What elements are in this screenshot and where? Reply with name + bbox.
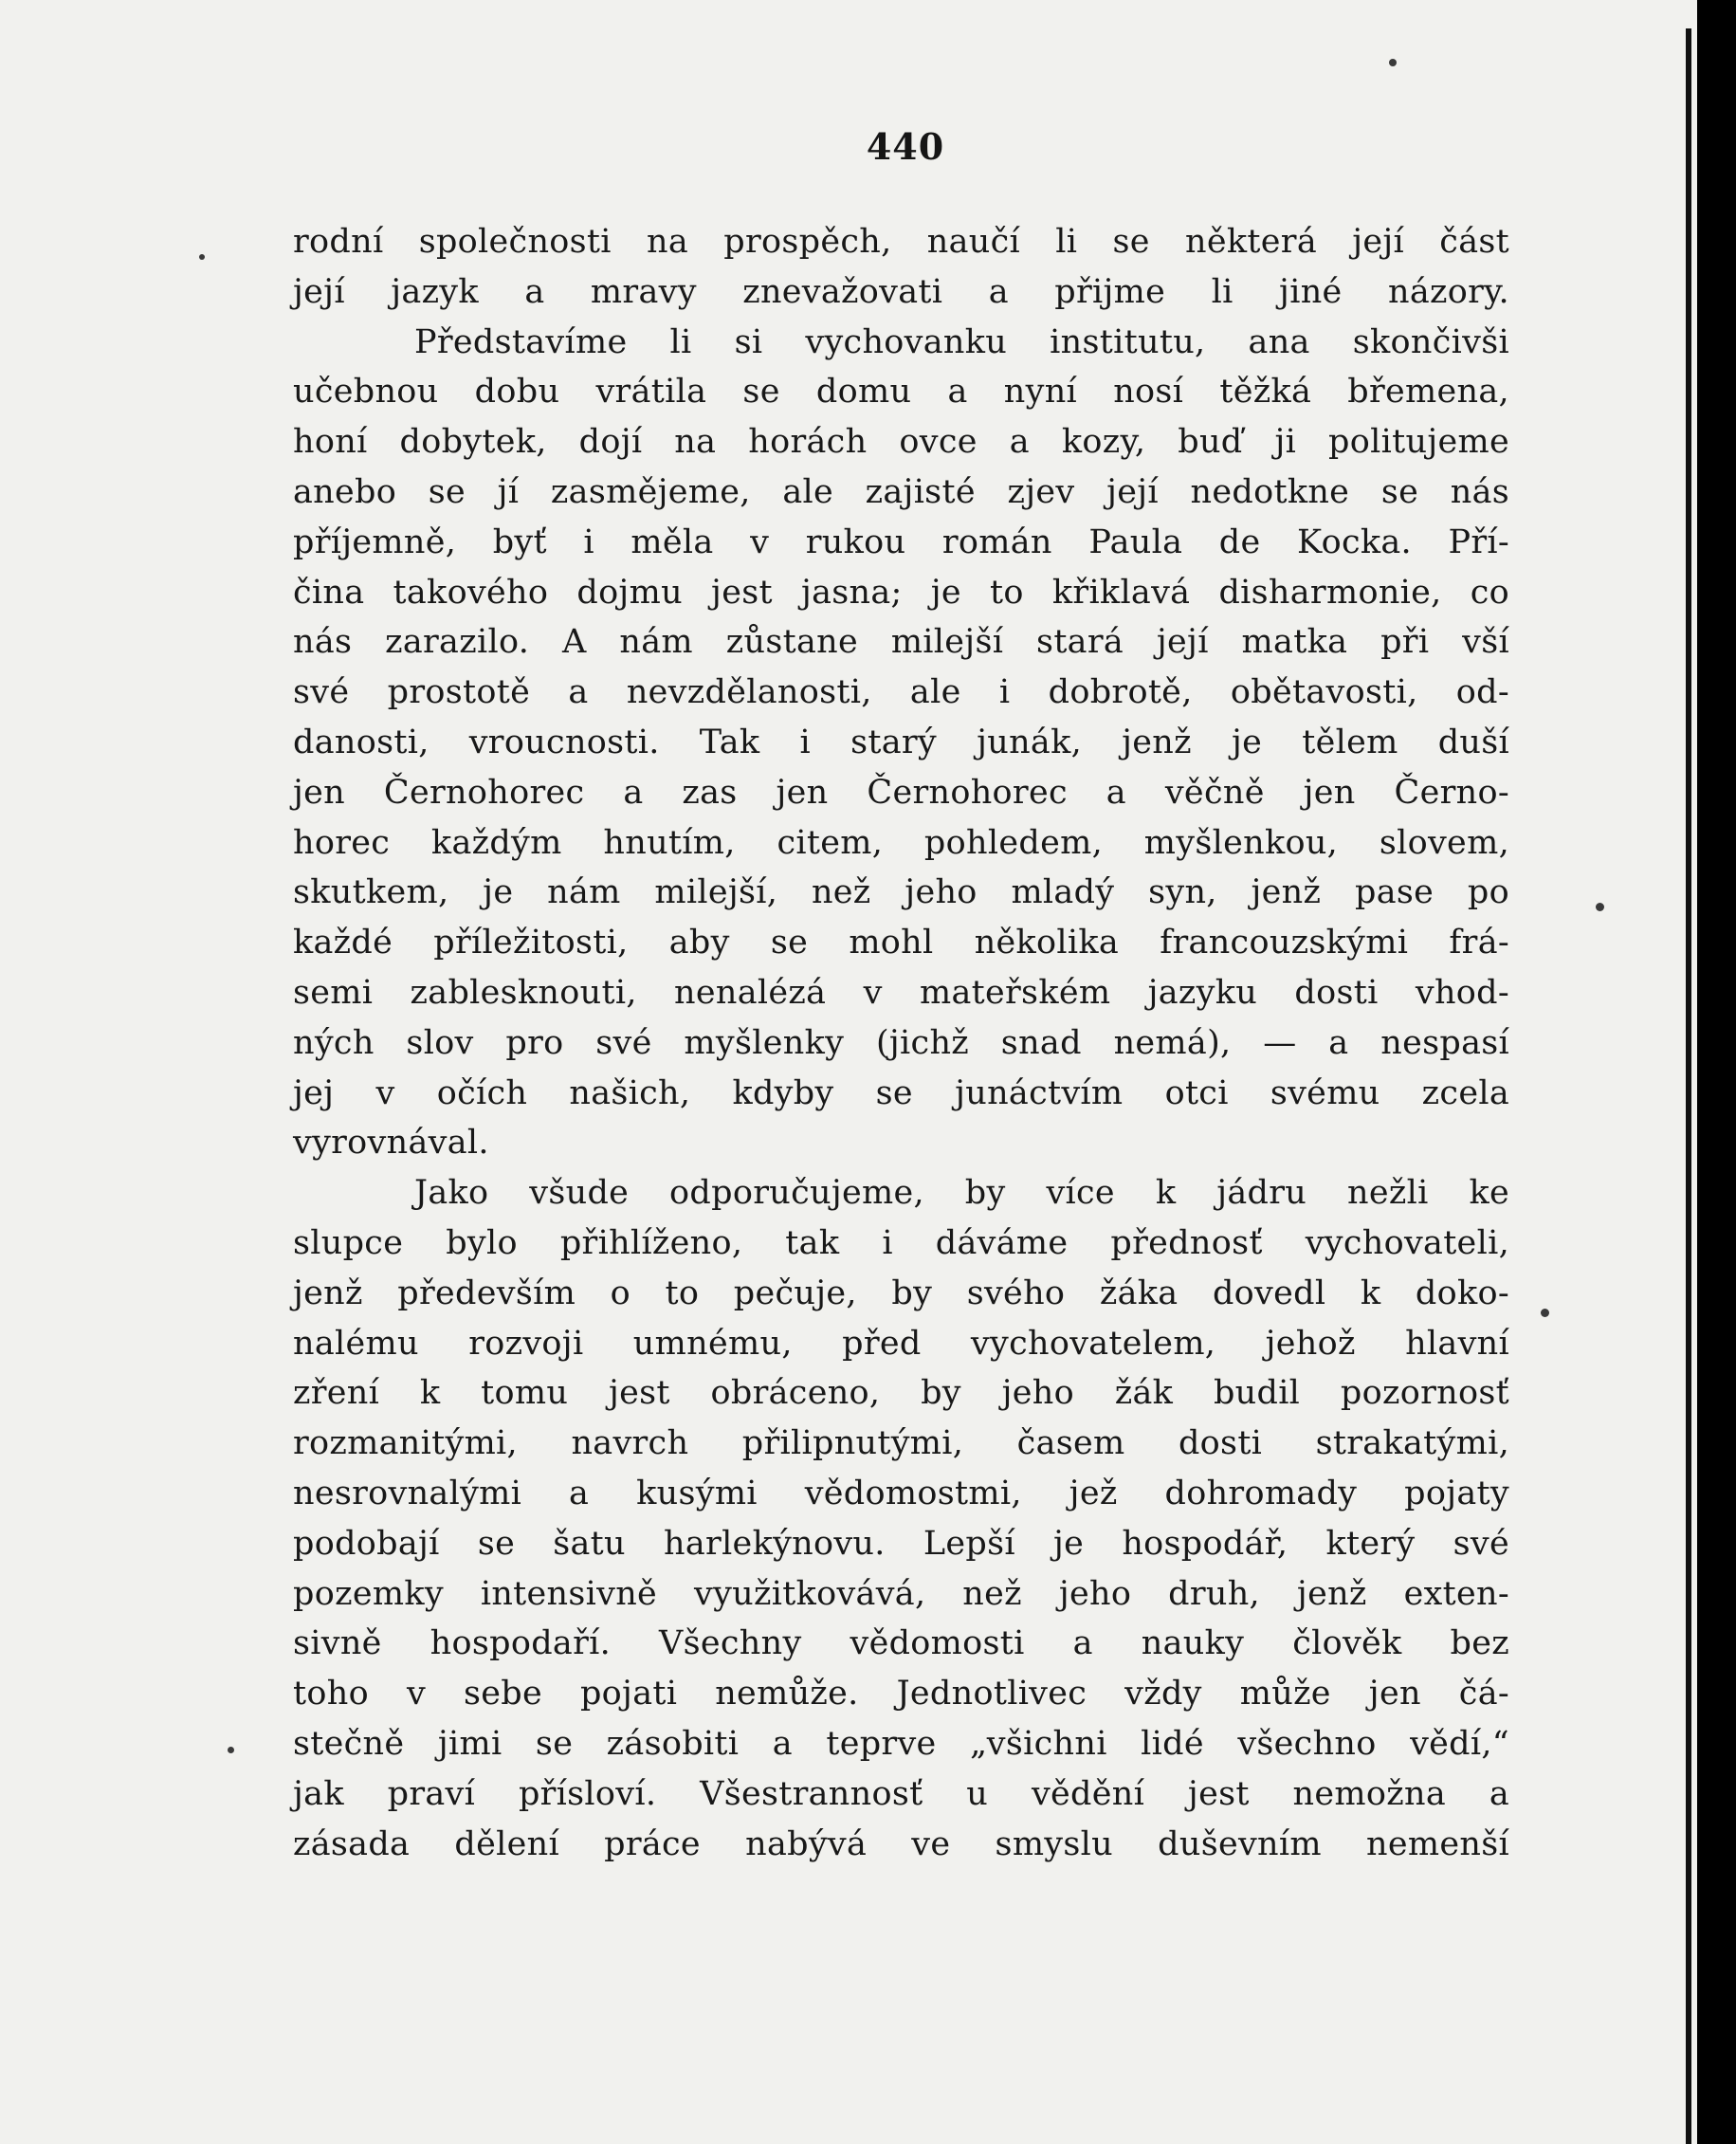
text-line: honí dobytek, dojí na horách ovce a kozy, buď ji politujeme (293, 423, 1509, 462)
paragraph-first-line: Představíme li si vychovanku institutu, ana skončivši (414, 322, 1509, 361)
scan-speck (1596, 903, 1604, 911)
page-binding-edge (1686, 28, 1691, 2144)
text-line: učebnou dobu vrátila se domu a nyní nosí těžká břemena, (293, 373, 1509, 412)
text-line: zásada dělení práce nabývá ve smyslu duševním nemenší (293, 1824, 1509, 1863)
scan-speck (1541, 1309, 1549, 1317)
body-text (293, 217, 1509, 1869)
paragraph-first-line: Jako všude odporučujeme, by více k jádru nežli ke (414, 1174, 1509, 1213)
text-line: nás zarazilo. A nám zůstane milejší stará její matka při vší (293, 623, 1509, 662)
text-line: podobají se šatu harlekýnovu. Lepší je hospodář, který své (293, 1524, 1509, 1563)
text-line: nesrovnalými a kusými vědomostmi, jež dohromady pojaty (293, 1474, 1509, 1512)
text-line: jak praví přísloví. Všestrannosť u vědění jest nemožna a (293, 1774, 1509, 1813)
page-number: 440 (866, 125, 945, 168)
text-line: anebo se jí zasmějeme, ale zajisté zjev její nedotkne se nás (293, 472, 1509, 511)
text-line: rozmanitými, navrch přilipnutými, časem dosti strakatými, (293, 1424, 1509, 1463)
text-line: příjemně, byť i měla v rukou román Paula de Kocka. Pří- (293, 522, 1509, 561)
text-line: jen Černohorec a zas jen Černohorec a věčně jen Černo- (293, 773, 1509, 812)
text-line: danosti, vroucnosti. Tak i starý junák, jenž je tělem duší (293, 723, 1509, 761)
text-line: jenž především o to pečuje, by svého žáka dovedl k doko- (293, 1274, 1509, 1312)
text-line: pozemky intensivně využitkovává, než jeho druh, jenž exten- (293, 1574, 1509, 1613)
text-line: rodní společnosti na prospěch, naučí li se některá její část (293, 223, 1509, 261)
text-line: nalému rozvoji umnému, před vychovatelem, jehož hlavní (293, 1324, 1509, 1363)
text-line: ných slov pro své myšlenky (jichž snad nemá), — a nespasí (293, 1023, 1509, 1062)
text-line: skutkem, je nám milejší, než jeho mladý syn, jenž pase po (293, 873, 1509, 912)
text-line: jej v očích našich, kdyby se junáctvím otci svému zcela (293, 1073, 1509, 1112)
scan-speck (228, 1747, 234, 1753)
text-line: slupce bylo přihlíženo, tak i dáváme přednosť vychovateli, (293, 1223, 1509, 1262)
text-line: toho v sebe pojati nemůže. Jednotlivec vždy může jen čá- (293, 1675, 1509, 1713)
scan-speck (199, 254, 205, 260)
text-line: vyrovnával. (293, 1124, 489, 1163)
text-line: její jazyk a mravy znevažovati a přijme li jiné názory. (293, 272, 1509, 311)
scan-speck (1389, 59, 1397, 66)
text-line: horec každým hnutím, citem, pohledem, myšlenkou, slovem, (293, 823, 1509, 862)
text-line: zření k tomu jest obráceno, by jeho žák budil pozornosť (293, 1374, 1509, 1413)
text-line: čina takového dojmu jest jasna; je to křiklavá disharmonie, co (293, 573, 1509, 612)
text-line: své prostotě a nevzdělanosti, ale i dobrotě, obětavosti, od- (293, 673, 1509, 712)
text-line: semi zablesknouti, nenalézá v mateřském jazyku dosti vhod- (293, 973, 1509, 1012)
text-line: každé příležitosti, aby se mohl několika francouzskými frá- (293, 924, 1509, 962)
text-line: stečně jimi se zásobiti a teprve „všichni lidé všechno vědí,“ (293, 1724, 1509, 1763)
text-line: sivně hospodaří. Všechny vědomosti a nauky člověk bez (293, 1624, 1509, 1663)
